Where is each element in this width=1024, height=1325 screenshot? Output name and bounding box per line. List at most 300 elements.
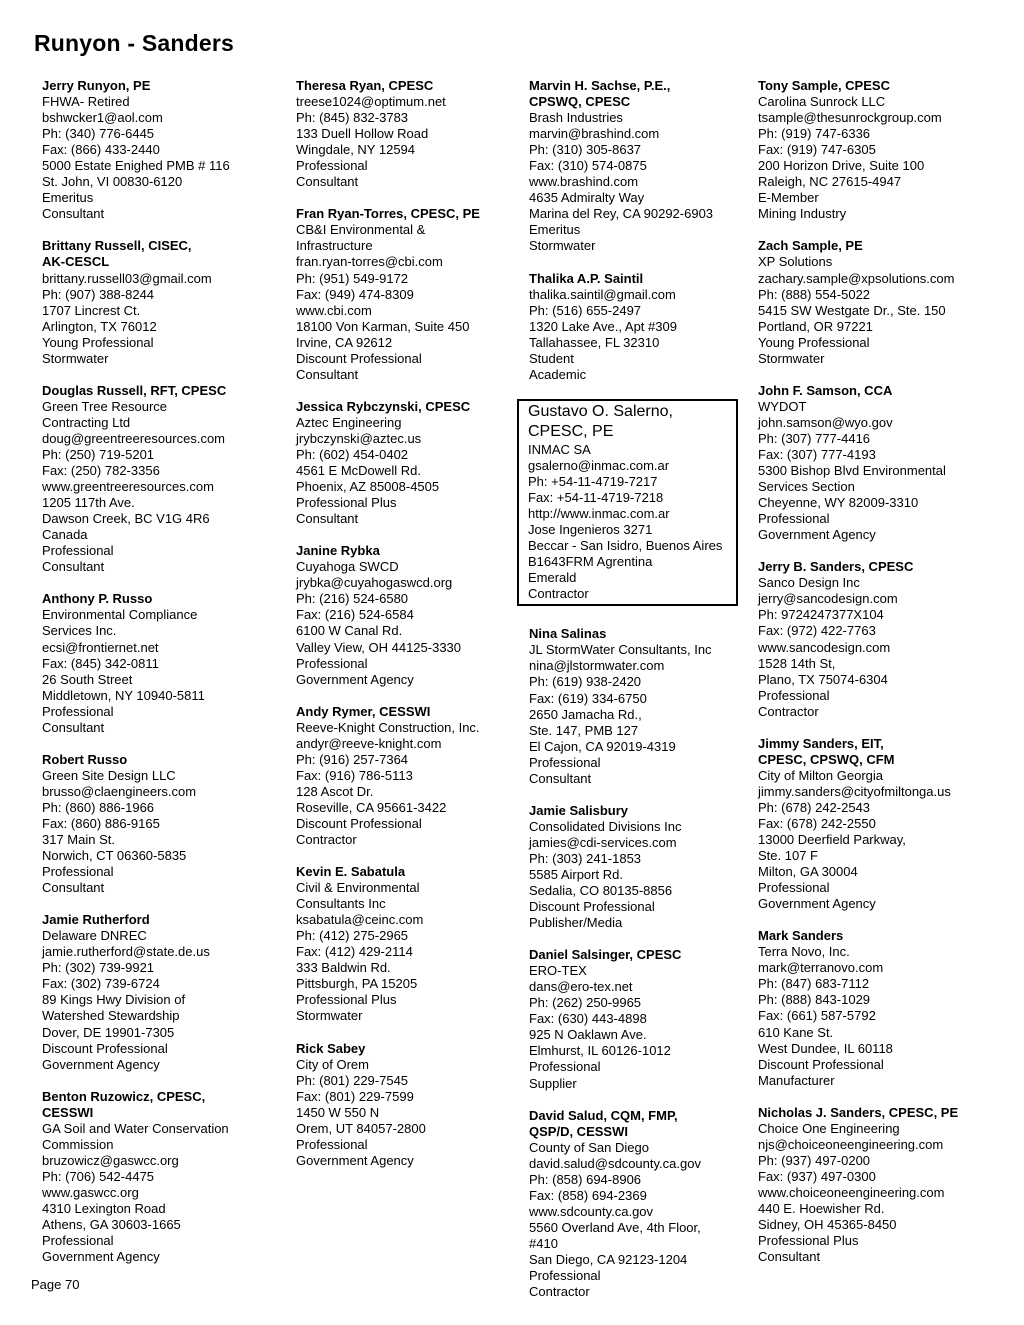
member-detail-line: Professional (42, 1233, 114, 1249)
member-detail-line: tsample@thesunrockgroup.com (758, 110, 942, 126)
member-detail-line: Fax: (310) 574-0875 (529, 158, 647, 174)
member-detail-line: Ph: (307) 777-4416 (758, 430, 871, 446)
page-title: Runyon - Sanders (34, 30, 235, 56)
member-detail-line: jamie.rutherford@state.de.us (42, 944, 210, 960)
member-entry (758, 559, 958, 719)
member-detail-line: Services Inc. (42, 623, 117, 639)
member-name: Zach Sample, PE (758, 238, 863, 254)
member-detail-line: Government Agency (296, 671, 414, 687)
member-detail-line: Ph: (919) 747-6336 (758, 126, 871, 142)
member-detail-line: Consultant (296, 511, 359, 527)
member-detail-line: Delaware DNREC (42, 928, 147, 944)
member-detail-line: Fax: (250) 782-3356 (42, 463, 160, 479)
member-detail-line: Government Agency (42, 1249, 160, 1265)
member-detail-line: Ph: (888) 843-1029 (758, 992, 871, 1008)
member-name: CPESC, CPSWQ, CFM (758, 751, 895, 767)
member-detail-line: 5585 Airport Rd. (529, 866, 623, 882)
member-detail-line: Consultant (296, 174, 359, 190)
member-detail-line: Portland, OR 97221 (758, 318, 873, 334)
member-detail-line: Fax: (949) 474-8309 (296, 286, 414, 302)
member-detail-line: thalika.saintil@gmail.com (529, 286, 676, 302)
member-detail-line: Raleigh, NC 27615-4947 (758, 174, 902, 190)
member-detail-line: Fax: (937) 497-0300 (758, 1168, 876, 1184)
member-entry (529, 947, 738, 1091)
member-detail-line: Fax: (916) 786-5113 (296, 767, 413, 783)
member-detail-line: Pittsburgh, PA 15205 (296, 976, 418, 992)
member-detail-line: Fax: (845) 342-0811 (42, 655, 159, 671)
member-detail-line: www.gaswcc.org (42, 1184, 139, 1200)
member-name: Fran Ryan-Torres, CPESC, PE (296, 206, 480, 222)
member-detail-line: Consultant (529, 770, 592, 786)
member-name: Daniel Salsinger, CPESC (529, 947, 682, 963)
member-detail-line: njs@choiceoneengineering.com (758, 1136, 944, 1152)
member-detail-line: Consultants Inc (296, 896, 386, 912)
member-detail-line: Fax: (619) 334-6750 (529, 690, 647, 706)
member-name: Marvin H. Sachse, P.E., (529, 78, 671, 93)
member-detail-line: Middletown, NY 10940-5811 (42, 687, 205, 703)
member-entry (42, 912, 230, 1072)
member-detail-line: Ph: (340) 776-6445 (42, 126, 155, 142)
member-detail-line: ksabatula@ceinc.com (296, 912, 424, 928)
member-name: Thalika A.P. Saintil (529, 270, 644, 286)
member-detail-line: Carolina Sunrock LLC (758, 94, 886, 110)
member-detail-line: Consultant (42, 559, 105, 575)
member-detail-line: Ph: (858) 694-8906 (529, 1171, 642, 1187)
member-detail-line: Professional Plus (296, 495, 397, 511)
member-detail-line: Choice One Engineering (758, 1120, 900, 1136)
member-detail-line: Fax: (860) 886-9165 (42, 815, 160, 831)
member-detail-line: Ph: (412) 275-2965 (296, 928, 409, 944)
member-entry (529, 78, 738, 255)
member-detail-line: FHWA- Retired (42, 94, 130, 110)
member-detail-line: Ph: (619) 938-2420 (529, 674, 642, 690)
member-name: Jerry Runyon, PE (42, 78, 151, 93)
member-detail-line: Brash Industries (529, 110, 623, 126)
member-entry (42, 78, 230, 222)
member-detail-line: 2650 Jamacha Rd., (529, 706, 642, 722)
member-entry (296, 543, 480, 687)
member-detail-line: Fax: (858) 694-2369 (529, 1187, 647, 1203)
member-detail-line: Ste. 147, PMB 127 (529, 722, 639, 738)
member-entry (529, 626, 738, 786)
member-detail-line: B1643FRM Agrentina (528, 554, 653, 570)
member-detail-line: bshwcker1@aol.com (42, 110, 163, 126)
member-detail-line: jrybczynski@aztec.us (296, 430, 422, 446)
member-detail-line: Professional (42, 543, 114, 559)
member-detail-line: Discount Professional (296, 815, 422, 831)
member-name: Gustavo O. Salerno, (528, 402, 673, 420)
member-detail-line: Tallahassee, FL 32310 (529, 334, 660, 350)
member-name: QSP/D, CESSWI (529, 1123, 628, 1139)
member-name: Janine Rybka (296, 543, 380, 559)
member-detail-line: #410 (529, 1235, 558, 1251)
member-detail-line: Ph: (302) 739-9921 (42, 960, 155, 976)
member-name: Rick Sabey (296, 1040, 366, 1056)
member-name: Tony Sample, CPESC (758, 78, 890, 93)
member-entry (296, 864, 480, 1024)
member-detail-line: Infrastructure (296, 238, 373, 254)
member-detail-line: Contracting Ltd (42, 414, 131, 430)
member-detail-line: Fax: (412) 429-2114 (296, 944, 413, 960)
member-detail-line: Orem, UT 84057-2800 (296, 1120, 426, 1136)
member-detail-line: Professional Plus (296, 992, 397, 1008)
member-name: Nina Salinas (529, 626, 607, 642)
member-detail-line: Professional (296, 1136, 368, 1152)
member-detail-line: Ph: +54-11-4719-7217 (528, 473, 658, 489)
member-name: Mark Sanders (758, 928, 844, 944)
member-detail-line: 925 N Oaklawn Ave. (529, 1027, 647, 1043)
member-detail-line: Government Agency (296, 1152, 414, 1168)
page-number: Page 70 (31, 1277, 80, 1292)
member-detail-line: Ph: 9724247377X104 (758, 607, 884, 623)
member-detail-line: jerry@sancodesign.com (758, 591, 898, 607)
member-detail-line: Professional (529, 1268, 601, 1284)
member-detail-line: Environmental Compliance (42, 607, 198, 623)
member-detail-line: Plano, TX 75074-6304 (758, 671, 888, 687)
member-detail-line: Contractor (528, 586, 589, 602)
member-detail-line: Professional Plus (758, 1233, 859, 1249)
member-detail-line: Services Section (758, 479, 855, 495)
member-detail-line: Consultant (296, 366, 359, 382)
member-detail-line: Discount Professional (758, 1056, 884, 1072)
member-detail-line: Consultant (42, 880, 105, 896)
member-detail-line: JL StormWater Consultants, Inc (529, 642, 712, 658)
member-detail-line: City of Milton Georgia (758, 767, 883, 783)
member-entry (758, 1105, 958, 1265)
member-detail-line: Fax: (919) 747-6305 (758, 142, 876, 158)
member-entry (42, 238, 230, 366)
member-detail-line: Fax: (630) 443-4898 (529, 1011, 647, 1027)
member-detail-line: ecsi@frontiernet.net (42, 639, 159, 655)
member-detail-line: Marina del Rey, CA 90292-6903 (529, 206, 714, 222)
member-detail-line: Green Tree Resource (42, 398, 168, 414)
member-detail-line: Publisher/Media (529, 915, 623, 931)
member-detail-line: Fax: (307) 777-4193 (758, 446, 876, 462)
member-detail-line: Ph: (801) 229-7545 (296, 1072, 409, 1088)
member-detail-line: Ph: (916) 257-7364 (296, 751, 409, 767)
member-detail-line: Canada (42, 527, 88, 543)
member-entry (42, 752, 230, 896)
member-detail-line: andyr@reeve-knight.com (296, 735, 442, 751)
member-detail-line: 6100 W Canal Rd. (296, 623, 403, 639)
member-detail-line: San Diego, CA 92123-1204 (529, 1252, 688, 1267)
member-detail-line: Ph: (602) 454-0402 (296, 446, 409, 462)
member-detail-line: Jose Ingenieros 3271 (528, 522, 653, 538)
member-detail-line: Sidney, OH 45365-8450 (758, 1217, 897, 1233)
member-detail-line: fran.ryan-torres@cbi.com (296, 254, 443, 270)
member-detail-line: 333 Baldwin Rd. (296, 960, 391, 976)
member-detail-line: Fax: +54-11-4719-7218 (528, 489, 664, 505)
member-detail-line: Roseville, CA 95661-3422 (296, 799, 447, 815)
member-name: Jerry B. Sanders, CPESC (758, 559, 914, 575)
member-detail-line: E-Member (758, 190, 819, 206)
member-detail-line: West Dundee, IL 60118 (758, 1040, 893, 1056)
member-detail-line: St. John, VI 00830-6120 (42, 174, 183, 190)
member-detail-line: www.sdcounty.ca.gov (529, 1203, 654, 1219)
member-entry (758, 78, 958, 222)
member-entry (42, 591, 230, 735)
member-name: Jamie Salisbury (529, 802, 628, 818)
member-detail-line: Ph: (847) 683-7112 (758, 976, 870, 992)
member-detail-line: Green Site Design LLC (42, 767, 176, 783)
member-entry (758, 736, 958, 913)
member-name: Kevin E. Sabatula (296, 864, 406, 880)
member-detail-line: bruzowicz@gaswcc.org (42, 1152, 179, 1168)
member-detail-line: Fax: (302) 739-6724 (42, 976, 160, 992)
member-detail-line: Consolidated Divisions Inc (529, 818, 682, 834)
member-detail-line: City of Orem (296, 1056, 369, 1072)
member-detail-line: 4561 E McDowell Rd. (296, 463, 421, 479)
member-detail-line: 4310 Lexington Road (42, 1201, 166, 1216)
member-detail-line: Manufacturer (758, 1072, 835, 1088)
member-detail-line: Ph: (262) 250-9965 (529, 995, 642, 1011)
member-detail-line: 26 South Street (42, 671, 133, 687)
member-detail-line: brusso@claengineers.com (42, 783, 197, 799)
member-detail-line: Ph: (303) 241-1853 (529, 850, 642, 866)
member-detail-line: Milton, GA 30004 (758, 864, 858, 880)
member-entry (42, 1089, 230, 1266)
member-detail-line: Contractor (296, 832, 357, 848)
member-detail-line: Arlington, TX 76012 (42, 318, 157, 334)
member-detail-line: Professional (296, 158, 368, 174)
member-detail-line: Stormwater (296, 1008, 363, 1024)
member-detail-line: Ph: (216) 524-6580 (296, 591, 409, 607)
member-entry (758, 928, 958, 1088)
member-detail-line: 13000 Deerfield Parkway, (758, 832, 906, 848)
member-detail-line: Phoenix, AZ 85008-4505 (296, 479, 440, 495)
member-detail-line: Consultant (42, 719, 105, 735)
member-detail-line: 5415 SW Westgate Dr., Ste. 150 (758, 302, 946, 318)
member-detail-line: 200 Horizon Drive, Suite 100 (758, 158, 925, 174)
member-name: Jimmy Sanders, EIT, (758, 735, 884, 751)
member-detail-line: Valley View, OH 44125-3330 (296, 639, 462, 655)
member-entry (529, 803, 738, 931)
member-detail-line: 5300 Bishop Blvd Environmental (758, 463, 946, 479)
member-detail-line: Stormwater (42, 350, 109, 366)
member-detail-line: Watershed Stewardship (42, 1008, 180, 1024)
member-detail-line: CB&I Environmental & (296, 222, 426, 238)
member-detail-line: Stormwater (529, 238, 596, 254)
member-entry (758, 383, 958, 543)
member-detail-line: Aztec Engineering (296, 414, 402, 430)
member-detail-line: Ph: (706) 542-4475 (42, 1168, 155, 1184)
member-detail-line: Mining Industry (758, 206, 847, 222)
member-detail-line: Ph: (250) 719-5201 (42, 446, 155, 462)
member-detail-line: 133 Duell Hollow Road (296, 126, 429, 142)
member-detail-line: Sanco Design Inc (758, 575, 860, 591)
member-detail-line: Ph: (951) 549-9172 (296, 270, 409, 286)
member-detail-line: Ph: (860) 886-1966 (42, 799, 155, 815)
member-detail-line: GA Soil and Water Conservation (42, 1120, 229, 1136)
member-detail-line: Reeve-Knight Construction, Inc. (296, 719, 480, 735)
member-detail-line: Fax: (866) 433-2440 (42, 142, 160, 158)
member-detail-line: www.greentreeresources.com (42, 479, 214, 495)
member-name: David Salud, CQM, FMP, (529, 1107, 678, 1123)
member-entry (296, 704, 480, 848)
member-entry (42, 383, 230, 576)
member-detail-line: Athens, GA 30603-1665 (42, 1217, 181, 1233)
member-detail-line: Sedalia, CO 80135-8856 (529, 883, 673, 899)
member-detail-line: Consultant (758, 1249, 821, 1265)
member-detail-line: Consultant (42, 206, 105, 222)
member-detail-line: Ph: (310) 305-8637 (529, 142, 642, 158)
member-detail-line: treese1024@optimum.net (296, 94, 446, 110)
member-detail-line: WYDOT (758, 398, 807, 414)
member-entry (296, 206, 480, 383)
member-detail-line: Professional (42, 864, 114, 880)
member-name: Douglas Russell, RFT, CPESC (42, 382, 227, 398)
member-detail-line: marvin@brashind.com (529, 126, 660, 142)
member-detail-line: 18100 Von Karman, Suite 450 (296, 318, 470, 334)
member-detail-line: 1528 14th St, (758, 655, 836, 671)
member-name: Theresa Ryan, CPESC (296, 78, 434, 93)
member-detail-line: County of San Diego (529, 1139, 649, 1155)
member-detail-line: Dover, DE 19901-7305 (42, 1024, 175, 1040)
member-detail-line: ERO-TEX (529, 963, 587, 979)
member-detail-line: dans@ero-tex.net (529, 979, 633, 995)
member-name: CPSWQ, CPESC (529, 94, 631, 110)
member-name: CESSWI (42, 1104, 94, 1120)
member-entry (529, 271, 738, 383)
member-detail-line: Young Professional (42, 334, 154, 350)
member-detail-line: 1450 W 550 N (296, 1104, 380, 1120)
member-detail-line: Professional (529, 754, 601, 770)
member-detail-line: Discount Professional (296, 350, 422, 366)
member-detail-line: Emerald (528, 570, 577, 586)
member-detail-line: Dawson Creek, BC V1G 4R6 (42, 511, 210, 527)
member-detail-line: Fax: (661) 587-5792 (758, 1008, 876, 1024)
member-detail-line: Commission (42, 1136, 114, 1152)
directory-column-2 (296, 78, 480, 1185)
member-detail-line: david.salud@sdcounty.ca.gov (529, 1155, 701, 1171)
member-detail-line: 1205 117th Ave. (42, 495, 135, 511)
member-detail-line: Fax: (801) 229-7599 (296, 1088, 414, 1104)
member-detail-line: jrybka@cuyahogaswcd.org (296, 575, 453, 591)
member-detail-line: Student (529, 350, 574, 366)
member-name: Brittany Russell, CISEC, (42, 238, 192, 254)
member-detail-line: Ste. 107 F (758, 848, 818, 864)
member-detail-line: Wingdale, NY 12594 (296, 142, 416, 158)
member-detail-line: Ph: (888) 554-5022 (758, 286, 871, 302)
member-detail-line: Ph: (516) 655-2497 (529, 302, 642, 318)
featured-member-entry (517, 399, 738, 606)
member-detail-line: Discount Professional (529, 899, 655, 915)
member-detail-line: Beccar - San Isidro, Buenos Aires (528, 538, 723, 554)
member-entry (296, 78, 480, 190)
member-detail-line: Cuyahoga SWCD (296, 559, 399, 575)
member-entry (758, 238, 958, 366)
member-detail-line: Fax: (216) 524-6584 (296, 607, 414, 623)
member-detail-line: 317 Main St. (42, 832, 115, 848)
member-name: Robert Russo (42, 751, 128, 767)
member-name: Jamie Rutherford (42, 912, 150, 928)
member-detail-line: jamies@cdi-services.com (529, 834, 677, 850)
member-detail-line: 4635 Admiralty Way (529, 190, 645, 206)
member-detail-line: Terra Novo, Inc. (758, 944, 850, 960)
member-detail-line: Fax: (678) 242-2550 (758, 815, 876, 831)
member-detail-line: El Cajon, CA 92019-4319 (529, 738, 676, 754)
member-detail-line: Professional (758, 511, 830, 527)
directory-column-4 (758, 78, 958, 1281)
member-detail-line: Government Agency (42, 1056, 160, 1072)
member-detail-line: Academic (529, 366, 587, 382)
member-detail-line: jimmy.sanders@cityofmiltonga.us (758, 783, 951, 799)
member-detail-line: Norwich, CT 06360-5835 (42, 848, 187, 864)
member-name: CPESC, PE (528, 422, 614, 440)
member-detail-line: Stormwater (758, 350, 825, 366)
directory-column-3 (529, 78, 738, 1316)
member-detail-line: Contractor (529, 1284, 590, 1300)
member-detail-line: Professional (529, 1059, 601, 1075)
member-name: AK-CESCL (42, 254, 110, 270)
member-name: Jessica Rybczynski, CPESC (296, 398, 471, 414)
member-detail-line: 440 E. Hoewisher Rd. (758, 1201, 885, 1216)
member-entry (296, 1041, 480, 1169)
member-detail-line: Elmhurst, IL 60126-1012 (529, 1043, 671, 1059)
member-entry (296, 399, 480, 527)
member-detail-line: Fax: (972) 422-7763 (758, 623, 876, 639)
member-detail-line: mark@terranovo.com (758, 960, 884, 976)
member-detail-line: Irvine, CA 92612 (296, 334, 393, 350)
member-detail-line: Professional (42, 703, 114, 719)
member-detail-line: Government Agency (758, 896, 876, 912)
member-detail-line: Professional (758, 880, 830, 896)
member-detail-line: 1707 Lincrest Ct. (42, 302, 141, 318)
member-detail-line: zachary.sample@xpsolutions.com (758, 270, 955, 286)
member-detail-line: 89 Kings Hwy Division of (42, 992, 186, 1008)
member-name: Andy Rymer, CESSWI (296, 703, 431, 719)
member-detail-line: 5000 Estate Enighed PMB # 116 (42, 158, 230, 174)
member-detail-line: Government Agency (758, 527, 876, 543)
member-detail-line: INMAC SA (528, 441, 591, 457)
member-detail-line: Emeritus (529, 222, 581, 238)
member-detail-line: Young Professional (758, 334, 870, 350)
member-detail-line: Supplier (529, 1075, 577, 1091)
member-detail-line: Discount Professional (42, 1040, 168, 1056)
member-detail-line: gsalerno@inmac.com.ar (528, 457, 670, 473)
member-detail-line: Contractor (758, 703, 819, 719)
member-detail-line: doug@greentreeresources.com (42, 430, 226, 446)
member-detail-line: Ph: (678) 242-2543 (758, 799, 871, 815)
member-detail-line: Ph: (845) 832-3783 (296, 110, 409, 126)
member-detail-line: Ph: (937) 497-0200 (758, 1152, 871, 1168)
member-name: John F. Samson, CCA (758, 382, 893, 398)
directory-column-1 (42, 78, 230, 1281)
member-name: Anthony P. Russo (42, 591, 153, 607)
member-detail-line: www.brashind.com (529, 174, 639, 190)
member-detail-line: XP Solutions (758, 254, 833, 270)
member-name: Benton Ruzowicz, CPESC, (42, 1088, 206, 1104)
member-detail-line: brittany.russell03@gmail.com (42, 270, 212, 286)
member-detail-line: www.sancodesign.com (758, 639, 891, 655)
member-detail-line: Professional (758, 687, 830, 703)
member-detail-line: www.choiceoneengineering.com (758, 1184, 945, 1200)
member-detail-line: 1320 Lake Ave., Apt #309 (529, 318, 677, 334)
member-entry (529, 1108, 738, 1301)
member-detail-line: john.samson@wyo.gov (758, 414, 893, 430)
member-name: Nicholas J. Sanders, CPESC, PE (758, 1104, 959, 1120)
member-detail-line: 5560 Overland Ave, 4th Floor, (529, 1219, 701, 1235)
member-detail-line: www.cbi.com (296, 302, 372, 318)
member-detail-line: Civil & Environmental (296, 880, 420, 896)
member-detail-line: Professional (296, 655, 368, 671)
member-detail-line: 610 Kane St. (758, 1024, 834, 1040)
member-detail-line: Ph: (907) 388-8244 (42, 286, 155, 302)
member-detail-line: Cheyenne, WY 82009-3310 (758, 495, 919, 511)
member-detail-line: nina@jlstormwater.com (529, 658, 665, 674)
member-detail-line: http://www.inmac.com.ar (528, 506, 670, 522)
member-detail-line: 128 Ascot Dr. (296, 783, 374, 799)
